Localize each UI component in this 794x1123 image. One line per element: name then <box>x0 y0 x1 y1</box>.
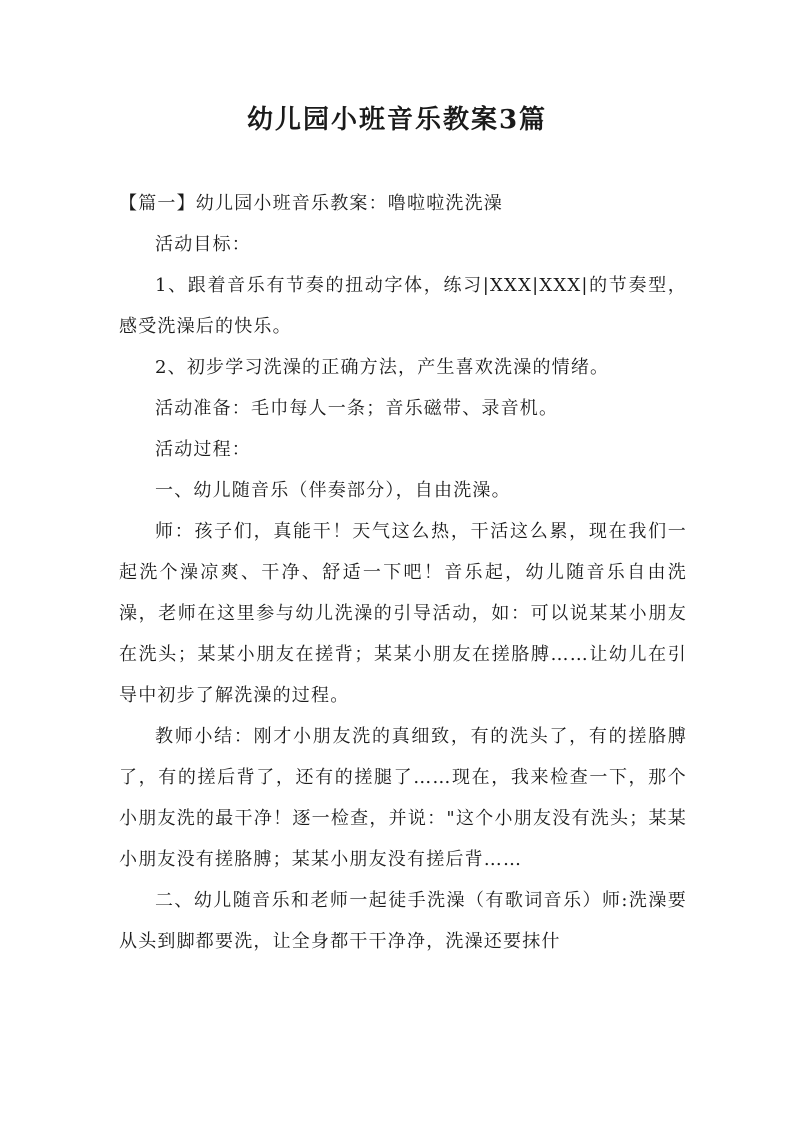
document-title: 幼儿园小班音乐教案3篇 <box>246 105 548 135</box>
section-heading: 【篇一】幼儿园小班音乐教案：噜啦啦洗洗澡 <box>119 193 503 214</box>
paragraph-teacher-speech: 师：孩子们，真能干！天气这么热，干活这么累，现在我们一起洗个澡凉爽、干净、舒适一下吧！音乐起，幼儿随音乐自由洗澡，老师在这里参与幼儿洗澡的引导活动，如：可以说某某小朋友在洗头；某某小朋友在搓背；某某小朋友在搓胳膊……让幼儿在引导中初步了解洗澡的过程。 <box>119 521 687 706</box>
paragraph-objectives-label: 活动目标： <box>155 234 251 255</box>
paragraph-process-label: 活动过程： <box>155 439 251 460</box>
paragraph-objective-1: 1、跟着音乐有节奏的扭动字体，练习|XXX|XXX|的节奏型，感受洗澡后的快乐。 <box>119 275 687 337</box>
paragraph-teacher-summary: 教师小结：刚才小朋友洗的真细致，有的洗头了，有的搓胳膊了，有的搓后背了，还有的搓腿了……现在，我来检查一下，那个小朋友洗的最干净！逐一检查，并说："这个小朋友没有洗头；某某小朋友没有搓胳膊；某某小朋友没有搓后背…… <box>119 726 687 870</box>
paragraph-preparation: 活动准备：毛巾每人一条；音乐磁带、录音机。 <box>155 398 559 419</box>
paragraph-step-1: 一、幼儿随音乐（伴奏部分），自由洗澡。 <box>155 480 511 501</box>
document-body <box>119 183 687 962</box>
paragraph-objective-2: 2、初步学习洗澡的正确方法，产生喜欢洗澡的情绪。 <box>155 357 610 378</box>
paragraph-step-2: 二、幼儿随音乐和老师一起徒手洗澡（有歌词音乐）师:洗澡要从头到脚都要洗，让全身都干干净净，洗澡还要抹什 <box>119 890 687 952</box>
